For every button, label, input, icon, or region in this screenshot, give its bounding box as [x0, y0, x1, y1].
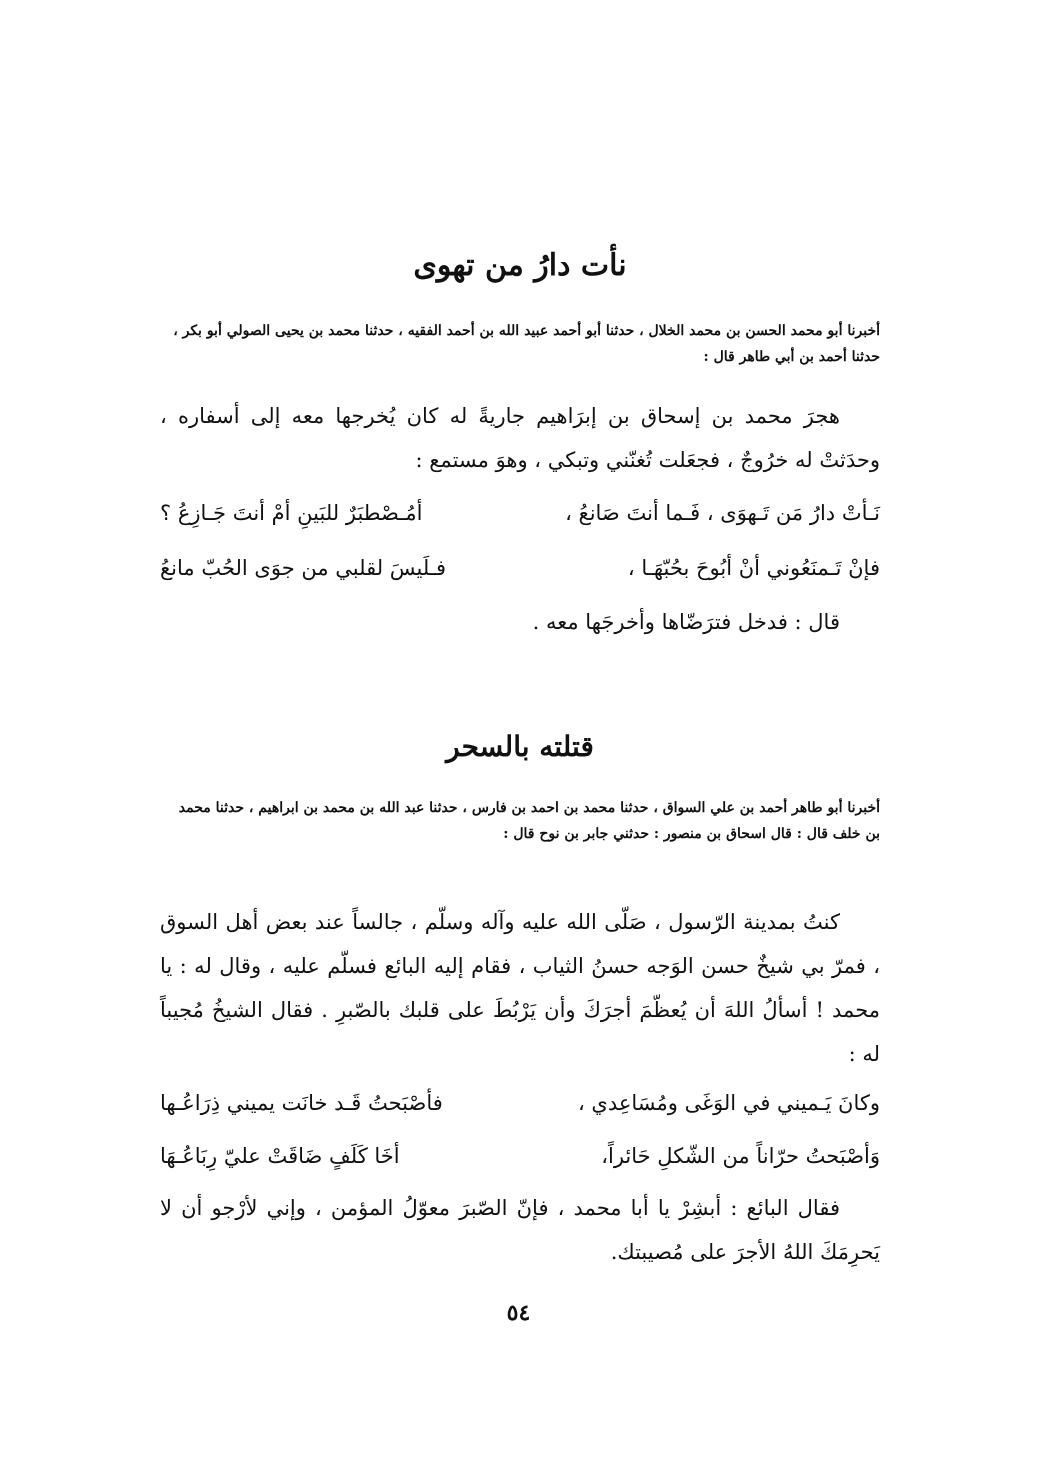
narrative-paragraph: كنتُ بمدينة الرّسول ، صَلّى الله عليه وآله وسلّم ، جالساً عند بعض أهل السوق ، فمرّ بي شيخٌ حسن الوَجه حسنُ الثياب ، فقام إليه البائع فسلّم عليه ، وقال له : يا محمد ! أسألُ اللهَ أن يُعظّمَ أجرَكَ وأن يَرْبُطَ على قلبك بالصّبرِ . فقال الشيخُ مُجيباً له : — [160, 910, 880, 1066]
narrative-paragraph: هجرَ محمد بن إسحاق بن إبرَاهيم جاريةً له كان يُخرجها معه إلى أسفاره ، وحدَثتْ له خرُوجٌ ، فجعَلت تُغنّني وتبكي ، وهوَ مستمع : — [160, 404, 880, 472]
verse-first-hemistich: فإنْ تَـمنَعُوني أنْ أبُوحَ بحُبّهَـا ، — [627, 556, 880, 580]
verse-first-hemistich: وكانَ يَـميني في الوَغَى ومُسَاعِدي ، — [577, 1091, 880, 1115]
verse-second-hemistich: فـلَيسَ لقلبي من جوَى الحُبّ مانعُ — [160, 556, 447, 580]
closing-paragraph: فقال البائع : أبشِرْ يا أبا محمد ، فإنّ الصّبرَ معوّلُ المؤمن ، وإني لأرْجو أن لا يَحرِمَكَ اللهُ الأجرَ على مُصيبتك. — [160, 1196, 880, 1264]
isnad-chain: أخبرنا أبو محمد الحسن بن محمد الخلال ، حدثنا أبو أحمد عبيد الله بن أحمد الفقيه ، حدثنا محمد بن يحيى الصولي أبو بكر ، حدثنا أحمد بن أبي طاهر قال : — [173, 323, 880, 365]
section-title: قتلته بالسحر — [446, 730, 594, 763]
closing-line: قال : فدخل فترَضّاها وأخرجَها معه . — [532, 610, 840, 634]
verse-second-hemistich: أخَا كَلَفٍ ضَاقَتْ عليّ رِبَاعُـهَا — [160, 1144, 400, 1168]
verse-line — [160, 1080, 880, 1126]
verse-line — [160, 490, 880, 536]
verse-first-hemistich: نَـأتْ دارُ مَن تَـهوَى ، فَـما أنتَ صَانعُ ، — [565, 501, 880, 525]
section-title: نأت دارُ من تهوى — [413, 248, 627, 283]
verse-second-hemistich: أمُـصْطبَرٌ للبَينِ أمْ أنتَ جَـازِعُ ؟ — [160, 501, 423, 525]
verse-line — [160, 1133, 880, 1179]
verse-first-hemistich: وَأصْبَحتُ حرّاناً من الشّكلِ حَائراً، — [601, 1144, 880, 1168]
page-number: ٥٤ — [506, 1300, 531, 1326]
verse-second-hemistich: فأصْبَحتُ قَـد خانَت يميني ذِرَاعُـها — [160, 1091, 443, 1115]
isnad-chain: أخبرنا أبو طاهر أحمد بن علي السواق ، حدثنا محمد بن احمد بن فارس ، حدثنا عبد الله بن محمد بن ابراهيم ، حدثنا محمد بن خلف قال : قال اسحاق بن منصور : حدثني جابر بن نوح قال : — [178, 800, 880, 842]
verse-line — [160, 545, 880, 591]
